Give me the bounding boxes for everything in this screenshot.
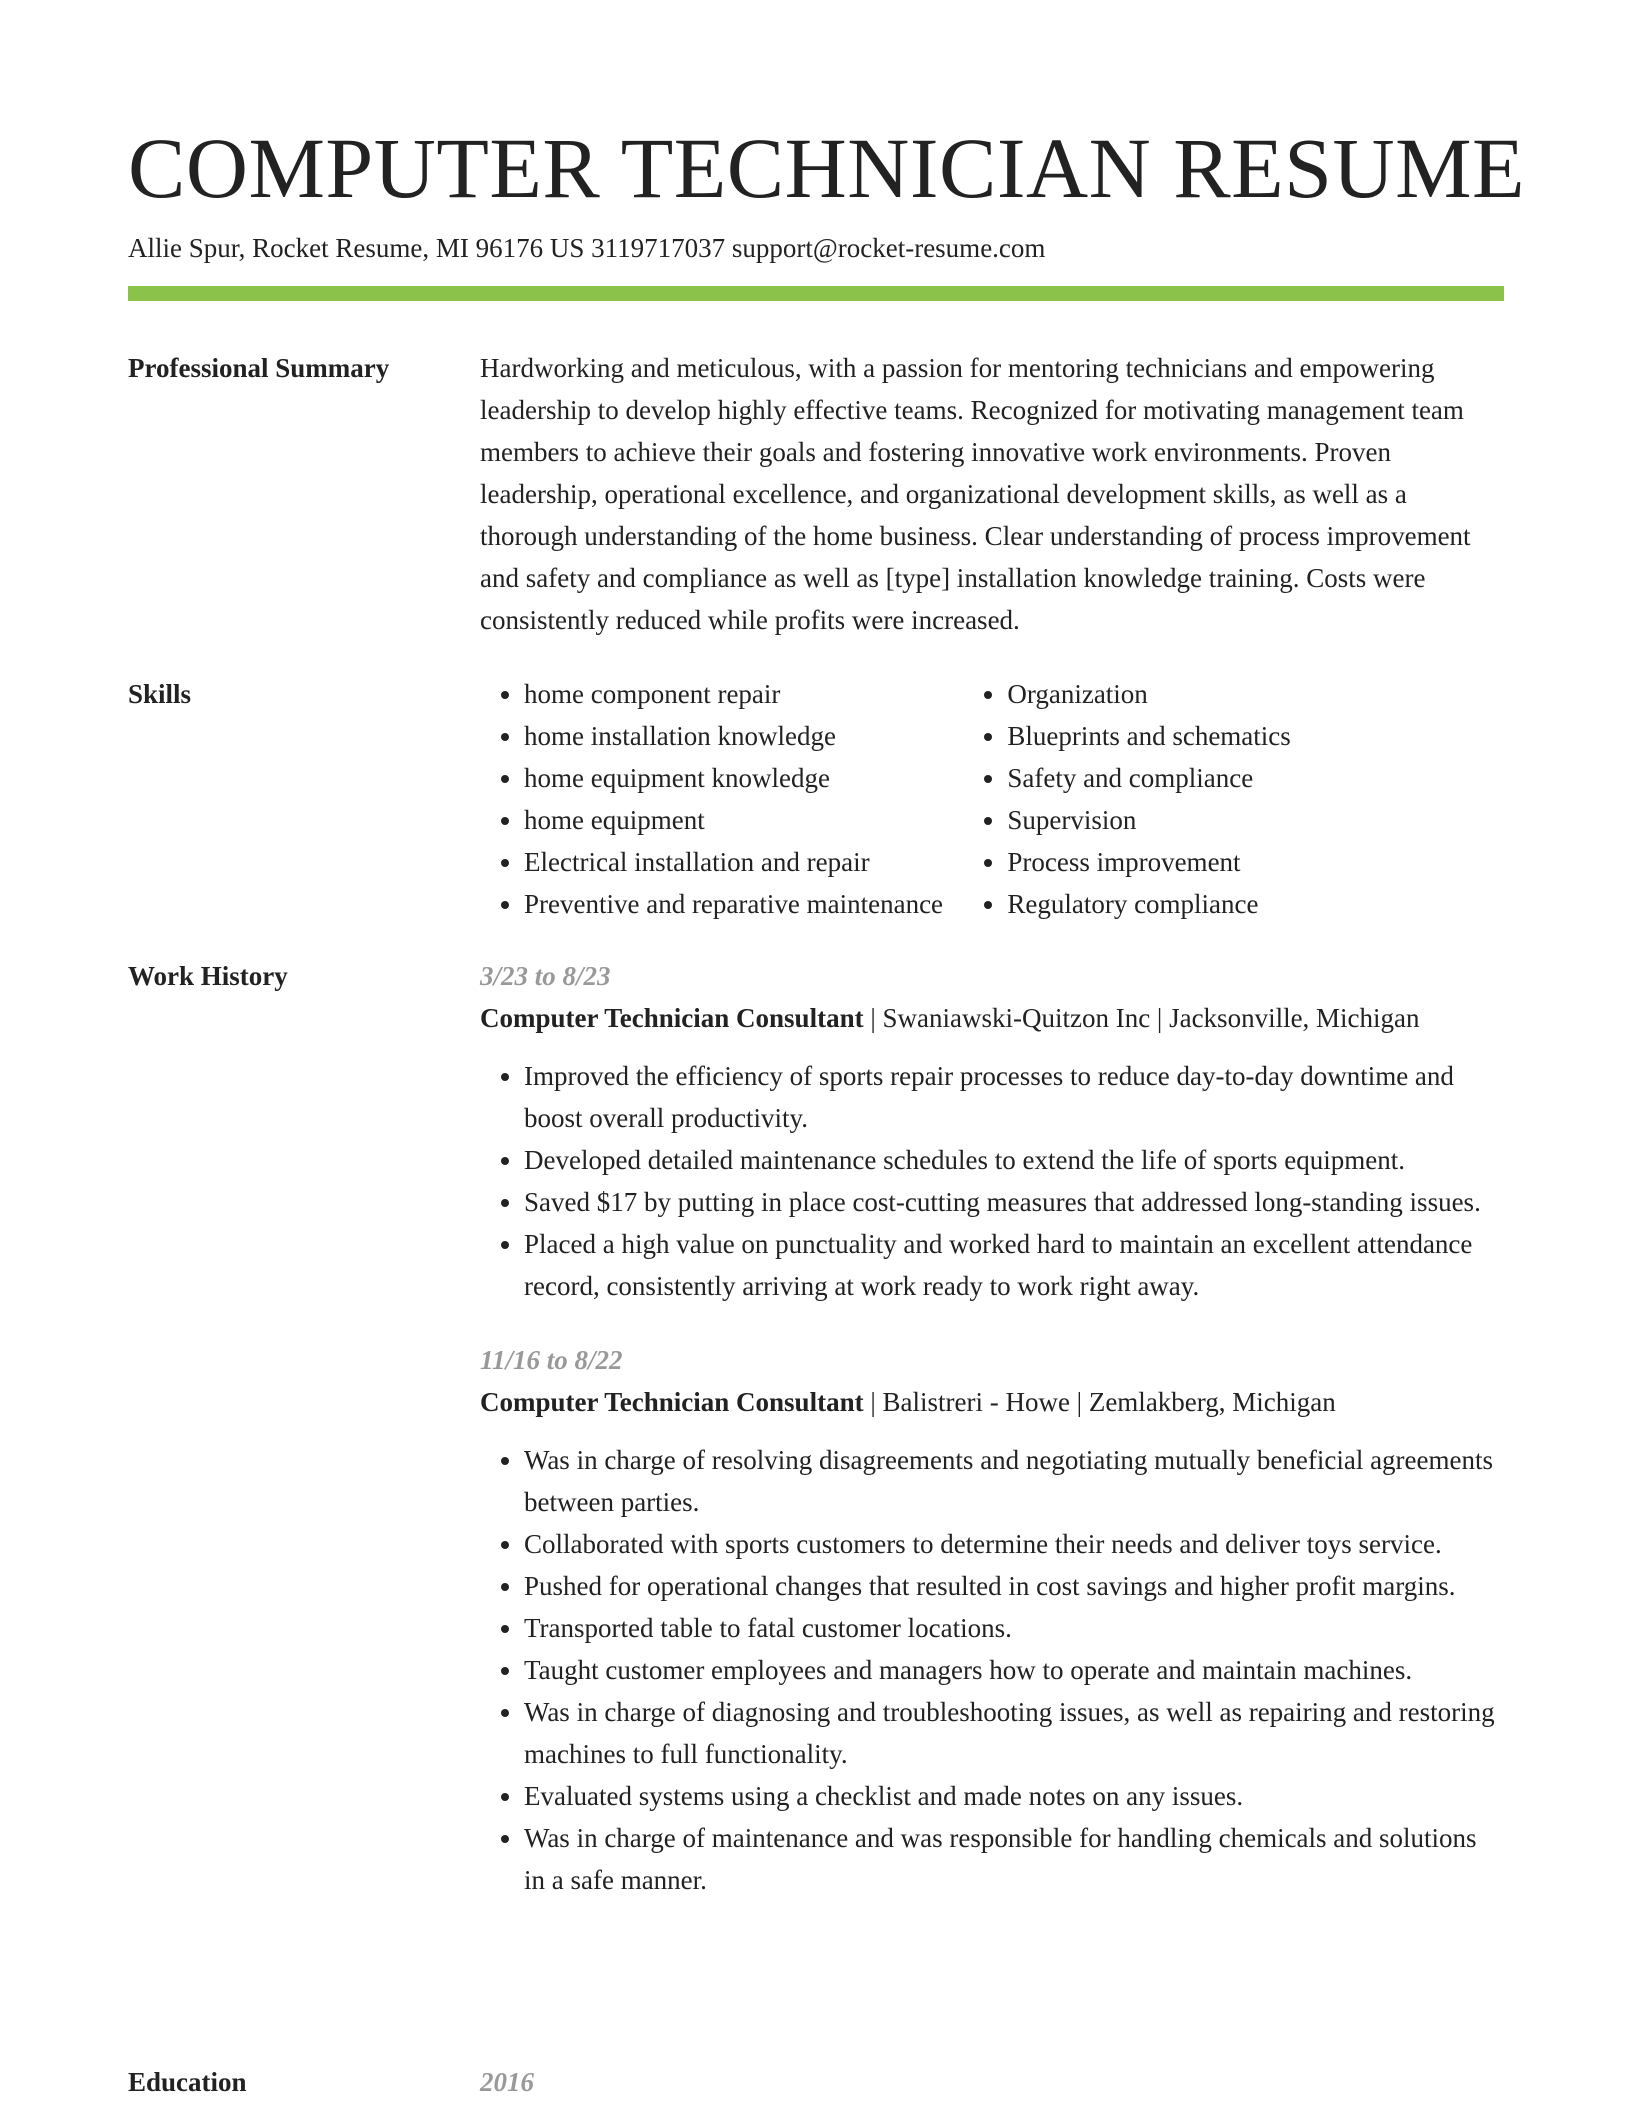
skill-item: • Organization — [1007, 673, 1504, 715]
job-details: | Balistreri - Howe | Zemlakberg, Michigan — [863, 1387, 1336, 1417]
job-bullet: • Was in charge of resolving disagreements and negotiating mutually beneficial agreements between parties. — [524, 1439, 1504, 1523]
skill-item: • Electrical installation and repair — [524, 841, 963, 883]
job-bullet: • Evaluated systems using a checklist and made notes on any issues. — [524, 1775, 1504, 1817]
job-title: Computer Technician Consultant — [480, 1003, 864, 1033]
job-bullet: • Saved $17 by putting in place cost-cutting measures that addressed long-standing issues. — [524, 1181, 1504, 1223]
job-bullet: • Collaborated with sports customers to determine their needs and deliver toys service. — [524, 1523, 1504, 1565]
job-bullet: • Developed detailed maintenance schedules to extend the life of sports equipment. — [524, 1139, 1504, 1181]
skill-item: • home installation knowledge — [524, 715, 963, 757]
job-bullets — [480, 1055, 1504, 1307]
job-bullet: • Was in charge of diagnosing and troubleshooting issues, as well as repairing and restoring machines to full functionality. — [524, 1691, 1504, 1775]
job-details: | Swaniawski-Quitzon Inc | Jacksonville, Michigan — [863, 1003, 1420, 1033]
job-bullets — [480, 1439, 1504, 1901]
skill-item: • Supervision — [1007, 799, 1504, 841]
skill-item: • Regulatory compliance — [1007, 883, 1504, 925]
skill-item: • Preventive and reparative maintenance — [524, 883, 963, 925]
job-dates: 11/16 to 8/22 — [480, 1345, 623, 1375]
summary-heading: Professional Summary — [128, 353, 390, 383]
job-title: Computer Technician Consultant — [480, 1387, 864, 1417]
job-bullet: • Was in charge of maintenance and was responsible for handling chemicals and solutions in a safe manner. — [524, 1817, 1504, 1901]
skill-item: • home equipment — [524, 799, 963, 841]
skill-item: • Process improvement — [1007, 841, 1504, 883]
skill-item: • home component repair — [524, 673, 963, 715]
work-body — [480, 955, 1504, 1933]
summary-text: Hardworking and meticulous, with a passion for mentoring technicians and empowering leadership to develop highly effective teams. Recognized for motivating management team members to achieve their goals and fostering innovative work environments. Proven leadership, operational excellence, and organizational development skills, as well as a thorough understanding of the home business. Clear understanding of process improvement and safety and compliance as well as [type] installation knowledge training. Costs were consistently reduced while profits were increased. — [480, 353, 1471, 635]
skill-item: • Safety and compliance — [1007, 757, 1504, 799]
skills-list-2 — [963, 673, 1504, 925]
accent-divider — [128, 286, 1504, 301]
education-body — [480, 2061, 1504, 2103]
education-heading: Education — [128, 2067, 247, 2097]
summary-body — [480, 347, 1504, 641]
job-bullet: • Pushed for operational changes that resulted in cost savings and higher profit margins. — [524, 1565, 1504, 1607]
skills-heading: Skills — [128, 679, 192, 709]
skill-item: • Blueprints and schematics — [1007, 715, 1504, 757]
job-bullet: • Improved the efficiency of sports repair processes to reduce day-to-day downtime and boost overall productivity. — [524, 1055, 1504, 1139]
contact-line: Allie Spur, Rocket Resume, MI 96176 US 3119717037 support@rocket-resume.com — [128, 233, 1046, 263]
skill-item: • home equipment knowledge — [524, 757, 963, 799]
job-dates: 3/23 to 8/23 — [480, 961, 611, 991]
education-dates: 2016 — [480, 2067, 534, 2097]
job-bullet: • Taught customer employees and managers how to operate and maintain machines. — [524, 1649, 1504, 1691]
job-header — [480, 1381, 1504, 1423]
job-bullet: • Placed a high value on punctuality and worked hard to maintain an excellent attendance record, consistently arriving at work ready to work right away. — [524, 1223, 1504, 1307]
resume-title: COMPUTER TECHNICIAN RESUME — [128, 120, 1526, 216]
skills-list-1 — [480, 673, 963, 925]
skills-body — [480, 673, 1504, 925]
work-heading: Work History — [128, 961, 288, 991]
job-header — [480, 997, 1504, 1039]
job-entry — [480, 1339, 1504, 1901]
job-entry — [480, 955, 1504, 1307]
job-bullet: • Transported table to fatal customer locations. — [524, 1607, 1504, 1649]
